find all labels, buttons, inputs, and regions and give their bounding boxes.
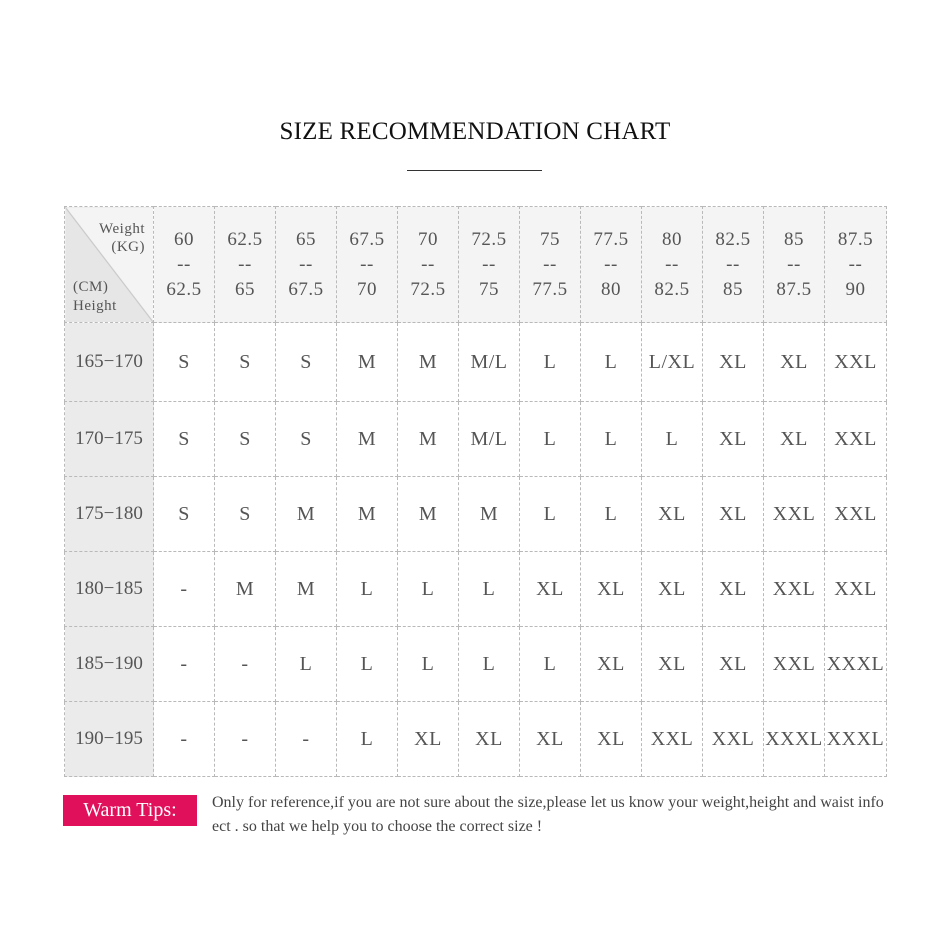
size-cell: - [154,627,215,702]
weight-range-header [276,207,337,323]
size-cell: XL [642,477,703,552]
weight-range-header [581,207,642,323]
chart-title: SIZE RECOMMENDATION CHART [279,118,671,145]
size-cell: XL [703,552,764,627]
size-cell: XXL [825,477,887,552]
title-underline [407,170,542,171]
weight-sep: -- [299,254,313,275]
height-range-cell: 170−175 [65,402,154,477]
height-range-cell: 185−190 [65,627,154,702]
size-cell: XXL [703,702,764,777]
size-cell: L [337,627,398,702]
weight-from: 67.5 [349,229,385,250]
weight-to: 77.5 [532,279,568,300]
weight-to: 87.5 [776,279,812,300]
size-cell: XL [764,323,825,402]
weight-label: Weight [99,221,145,237]
size-cell: L [581,323,642,402]
weight-to: 70 [357,279,377,300]
size-cell: L [520,627,581,702]
size-cell: XXL [642,702,703,777]
size-cell: - [154,552,215,627]
size-cell: XL [398,702,459,777]
table-row [65,323,887,402]
weight-sep: -- [543,254,557,275]
warm-tips-badge: Warm Tips: [63,795,197,826]
size-cell: XL [703,323,764,402]
size-cell: - [276,702,337,777]
weight-to: 62.5 [166,279,202,300]
height-range-cell: 165−170 [65,323,154,402]
height-range-cell: 180−185 [65,552,154,627]
height-axis-label [73,278,117,316]
size-cell: S [215,402,276,477]
size-cell: S [215,477,276,552]
size-cell: L [337,702,398,777]
size-cell: - [154,702,215,777]
weight-sep: -- [604,254,618,275]
size-cell: M [276,477,337,552]
size-cell: M [337,402,398,477]
size-cell: M [215,552,276,627]
size-cell: XXL [764,552,825,627]
table-row [65,627,887,702]
weight-range [154,227,214,302]
weight-to: 80 [601,279,621,300]
size-cell: XL [703,627,764,702]
table-row [65,702,887,777]
size-cell: XXL [825,402,887,477]
size-cell: L [398,552,459,627]
weight-from: 77.5 [593,229,629,250]
size-cell: L [459,552,520,627]
table-row [65,552,887,627]
size-cell: L [520,402,581,477]
weight-from: 82.5 [715,229,751,250]
size-cell: S [154,477,215,552]
weight-from: 65 [296,229,316,250]
weight-sep: -- [665,254,679,275]
size-cell: M [398,477,459,552]
size-cell: XXL [764,477,825,552]
weight-sep: -- [177,254,191,275]
size-chart-table [64,206,887,777]
height-unit: (CM) [73,279,109,295]
height-label: Height [73,298,117,314]
weight-range-header [459,207,520,323]
size-cell: L [459,627,520,702]
size-cell: XL [520,702,581,777]
weight-range-header [825,207,887,323]
weight-range [520,227,580,302]
weight-range-header [642,207,703,323]
size-cell: S [154,323,215,402]
size-cell: L [642,402,703,477]
size-cell: XL [581,552,642,627]
weight-to: 90 [845,279,866,300]
size-cell: M [398,402,459,477]
weight-range-header [215,207,276,323]
weight-range [337,227,397,302]
size-cell: L [520,323,581,402]
size-cell: XL [459,702,520,777]
weight-range-header [154,207,215,323]
size-cell: XXL [764,627,825,702]
weight-range-header [703,207,764,323]
weight-from: 72.5 [471,229,507,250]
weight-sep: -- [238,254,252,275]
weight-axis-label [99,220,145,256]
weight-sep: -- [787,254,801,275]
weight-range [703,227,763,302]
weight-sep: -- [726,254,740,275]
weight-range [398,227,458,302]
size-cell: L [398,627,459,702]
size-cell: M [459,477,520,552]
height-range-cell: 175−180 [65,477,154,552]
size-cell: XL [703,477,764,552]
size-cell: S [215,323,276,402]
size-cell: L [276,627,337,702]
size-cell: XXXL [825,627,887,702]
warm-tips-text: Only for reference,if you are not sure about the size,please let us know your weight,height and waist info ect . so that we help you to choose the correct size ! [212,794,884,835]
weight-from: 62.5 [227,229,263,250]
size-cell: S [276,323,337,402]
weight-to: 82.5 [654,279,690,300]
weight-range [764,227,824,302]
weight-range [581,227,641,302]
weight-sep: -- [360,254,374,275]
size-cell: - [215,627,276,702]
weight-range [825,227,886,302]
weight-from: 70 [418,229,438,250]
table-row [65,477,887,552]
weight-range [642,227,702,302]
table-row [65,402,887,477]
height-range-cell: 190−195 [65,702,154,777]
weight-range-header [764,207,825,323]
weight-sep: -- [848,254,863,275]
size-cell: XL [520,552,581,627]
size-cell: - [215,702,276,777]
size-cell: M [337,323,398,402]
size-cell: XXL [825,552,887,627]
weight-from: 75 [540,229,560,250]
size-cell: XXXL [825,702,887,777]
size-cell: L [520,477,581,552]
weight-to: 75 [479,279,499,300]
size-cell: M/L [459,402,520,477]
weight-sep: -- [421,254,435,275]
size-cell: XXL [825,323,887,402]
corner-cell [65,207,154,323]
weight-unit: (KG) [111,239,145,255]
size-cell: M/L [459,323,520,402]
size-cell: XL [642,627,703,702]
header-row [65,207,887,323]
size-cell: L [581,477,642,552]
weight-to: 67.5 [288,279,324,300]
size-cell: XL [703,402,764,477]
size-cell: XL [642,552,703,627]
weight-range-header [337,207,398,323]
size-cell: M [337,477,398,552]
weight-range [459,227,519,302]
size-cell: XL [581,627,642,702]
size-cell: XL [581,702,642,777]
size-cell: M [398,323,459,402]
size-cell: L/XL [642,323,703,402]
weight-range [276,227,336,302]
size-cell: L [581,402,642,477]
weight-from: 80 [662,229,682,250]
weight-range-header [398,207,459,323]
weight-to: 85 [723,279,743,300]
weight-from: 87.5 [837,229,874,250]
weight-sep: -- [482,254,496,275]
weight-to: 65 [235,279,255,300]
size-cell: M [276,552,337,627]
size-cell: S [276,402,337,477]
weight-from: 60 [174,229,194,250]
size-cell: L [337,552,398,627]
size-cell: XL [764,402,825,477]
weight-range-header [520,207,581,323]
weight-range [215,227,275,302]
weight-from: 85 [784,229,804,250]
size-cell: S [154,402,215,477]
weight-to: 72.5 [410,279,446,300]
size-cell: XXXL [764,702,825,777]
